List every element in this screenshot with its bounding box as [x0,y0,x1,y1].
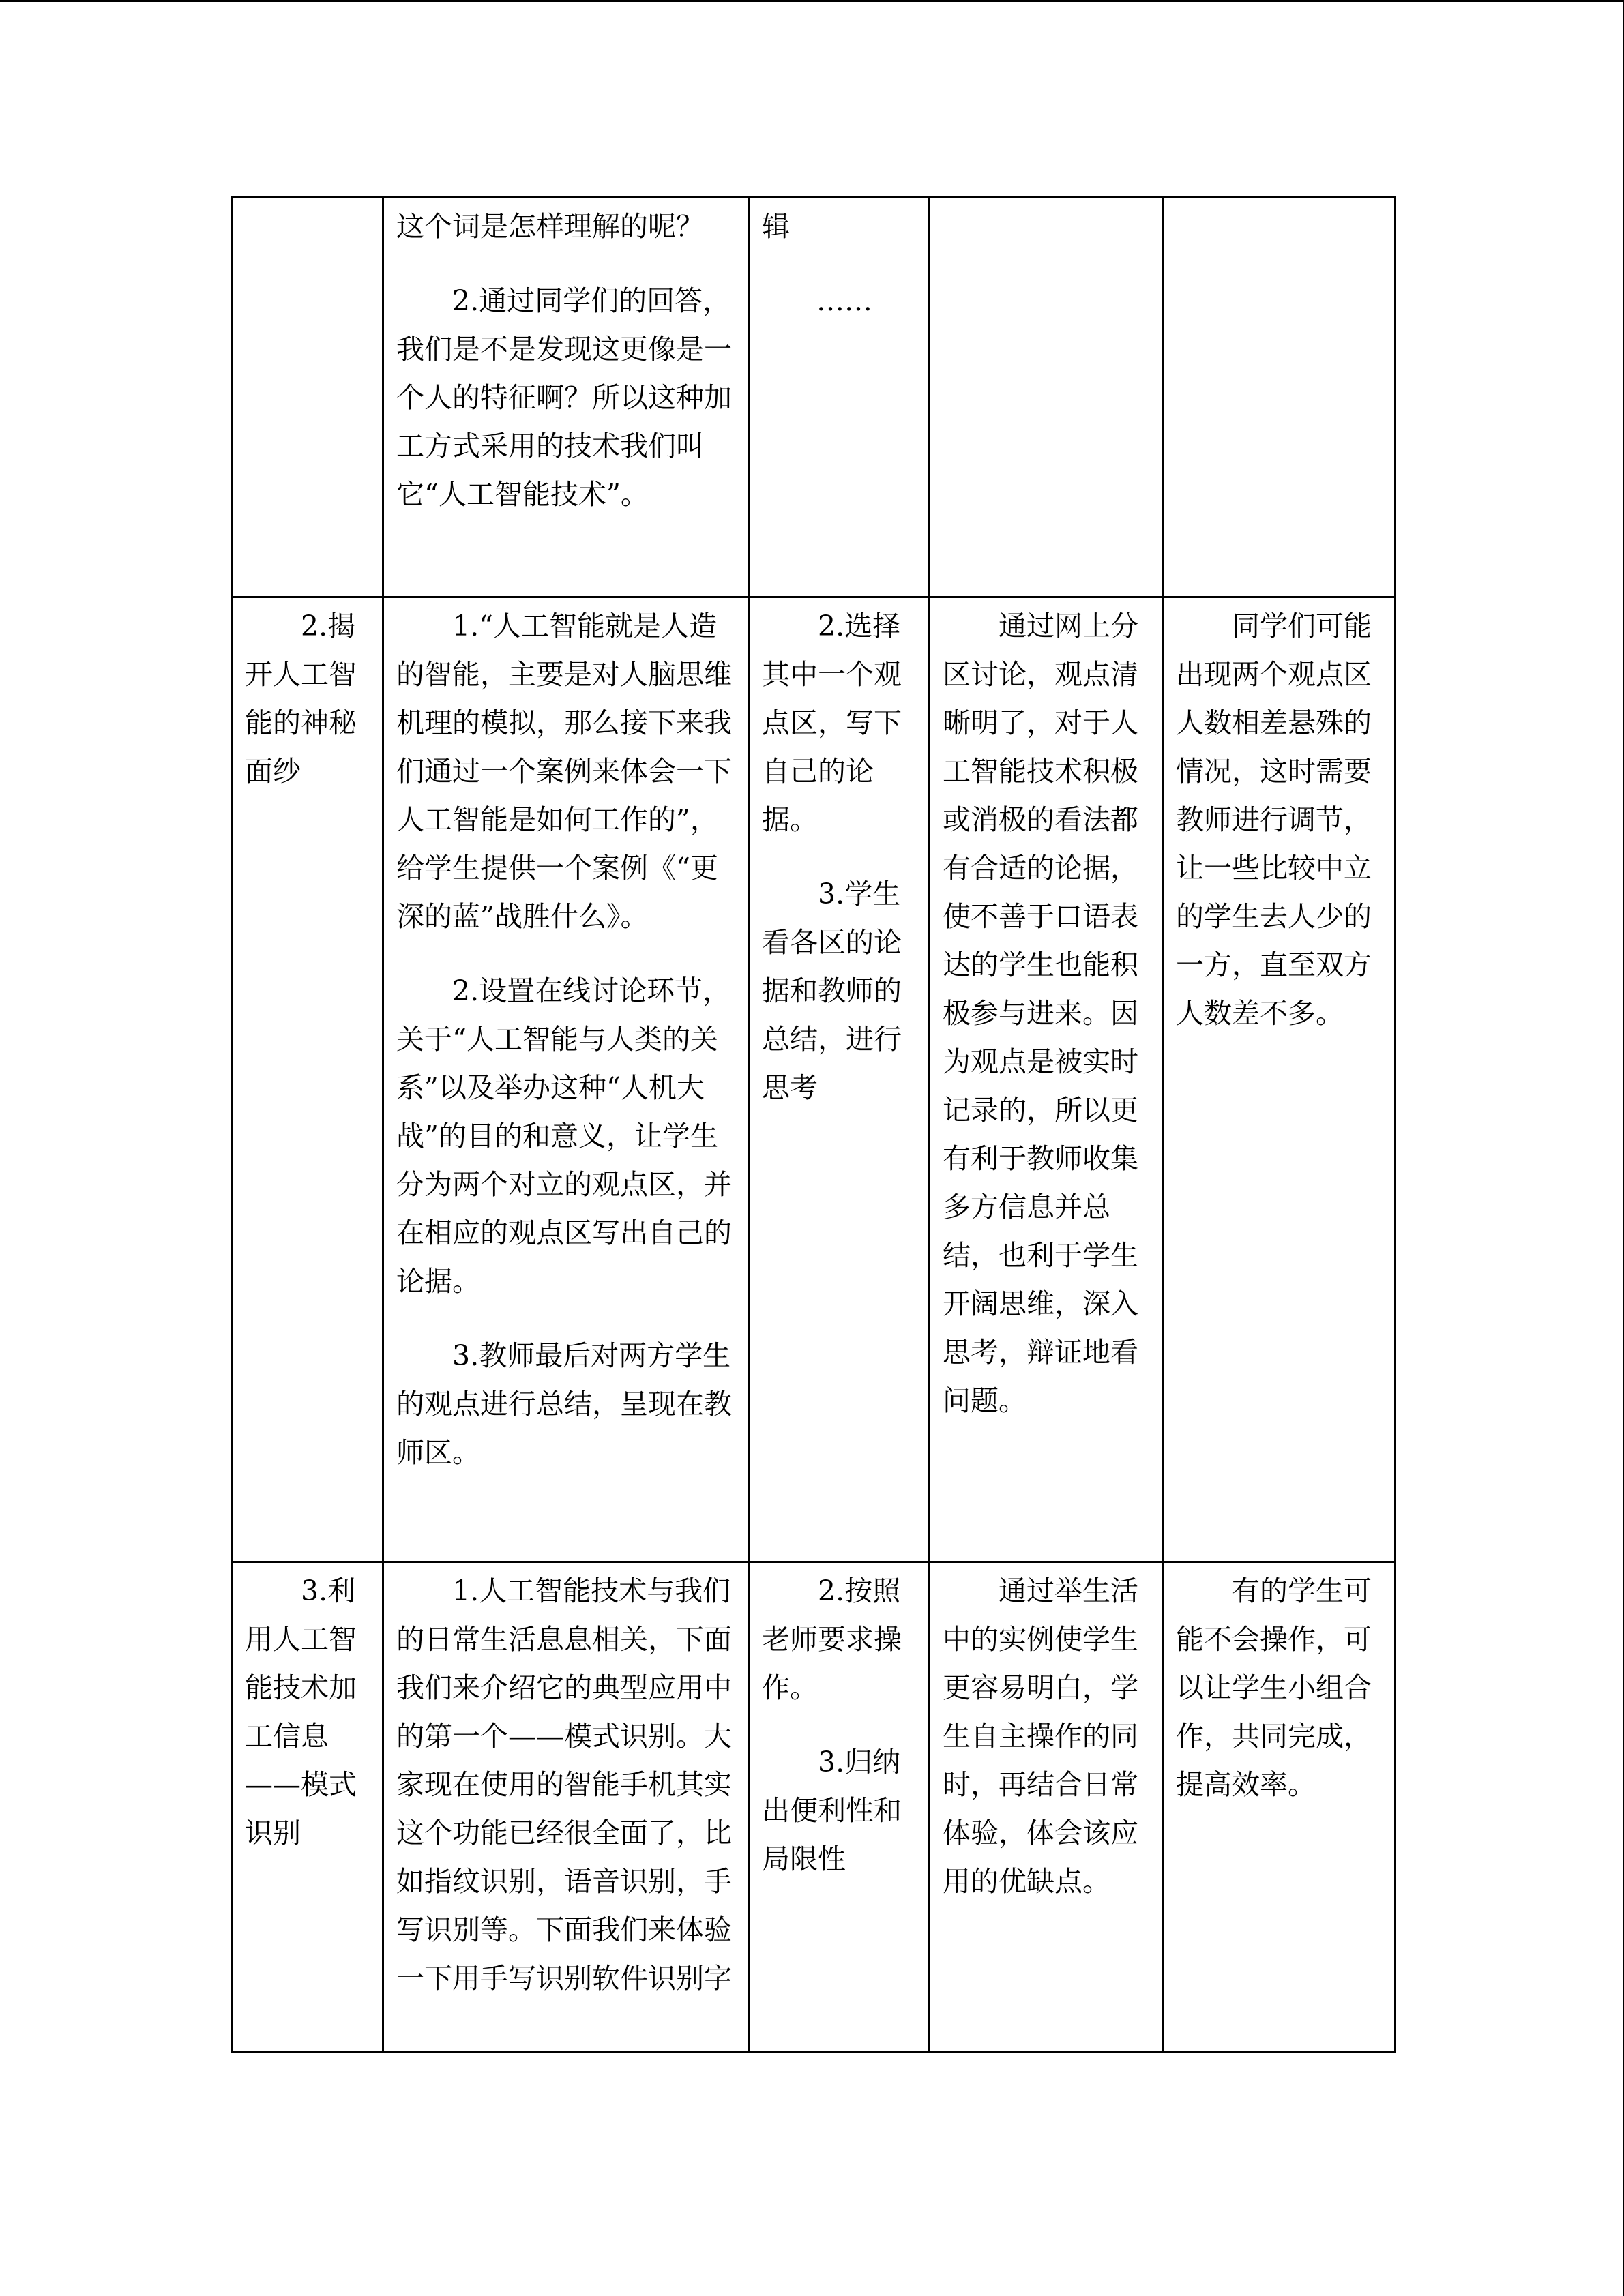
student-paragraph: 2.选择其中一个观点区，写下自己的论据。 [762,610,902,836]
stage-cell [232,597,383,1562]
design-intent-text: 通过举生活中的实例使学生更容易明白，学生自主操作的同时，再结合日常体验，体会该应用的优缺点。 [943,1575,1138,1898]
note-cell [1163,1562,1396,2052]
design-intent-cell [930,597,1163,1562]
teacher-paragraph: 2.设置在线讨论环节，关于“人工智能与人类的关系”以及举办这种“人机大战”的目的和意义，让学生分为两个对立的观点区，并在相应的观点区写出自己的论据。 [396,974,732,1298]
student-activity-cell [749,1562,930,2052]
table-row [232,198,1396,597]
note-cell [1163,198,1396,597]
teacher-paragraph: 1.人工智能技术与我们的日常生活息息相关，下面我们来介绍它的典型应用中的第一个——模式识别。大家现在使用的智能手机其实这个功能已经很全面了，比如指纹识别，语音识别，手写识别等。下面我们来体验一下用手写识别软件识别字 [396,1575,732,1995]
student-activity-cell [749,198,930,597]
student-paragraph: 辑 [762,210,790,243]
design-intent-cell [930,1562,1163,2052]
note-cell [1163,597,1396,1562]
student-activity-cell [749,597,930,1562]
teacher-activity-cell [383,597,749,1562]
design-intent-text: 通过网上分区讨论，观点清晰明了，对于人工智能技术积极或消极的看法都有合适的论据，使不善于口语表达的学生也能积极参与进来。因为观点是被实时记录的，所以更有利于教师收集多方信息并总结，也利于学生开阔思维，深入思考，辩证地看问题。 [943,610,1138,1417]
teacher-paragraph: 2.通过同学们的回答，我们是不是发现这更像是一个人的特征啊？所以这种加工方式采用的技术我们叫它“人工智能技术”。 [396,284,732,511]
student-paragraph: 3.归纳出便利性和局限性 [762,1746,902,1875]
note-text: 同学们可能出现两个观点区人数相差悬殊的情况，这时需要教师进行调节，让一些比较中立的学生去人少的一方，直至双方人数差不多。 [1176,610,1372,1030]
student-paragraph: 2.按照老师要求操作。 [762,1575,902,1704]
stage-text: 3.利用人工智能技术加工信息——模式识别 [245,1575,357,1849]
stage-text: 2.揭开人工智能的神秘面纱 [245,610,357,788]
teacher-activity-cell [383,1562,749,2052]
teacher-paragraph: 这个词是怎样理解的呢？ [396,210,704,243]
table-row [232,1562,1396,2052]
table-row [232,597,1396,1562]
note-text: 有的学生可能不会操作，可以让学生小组合作，共同完成，提高效率。 [1176,1575,1372,1801]
teacher-activity-cell [383,198,749,597]
student-paragraph: …… [816,284,872,317]
teacher-paragraph: 3.教师最后对两方学生的观点进行总结，呈现在教师区。 [396,1339,732,1469]
page-top-border [0,0,1624,2]
design-intent-cell [930,198,1163,597]
stage-cell [232,198,383,597]
teacher-paragraph: 1.“人工智能就是人造的智能，主要是对人脑思维机理的模拟，那么接下来我们通过一个案例来体会一下人工智能是如何工作的”，给学生提供一个案例《“更深的蓝”战胜什么》。 [396,610,732,933]
student-paragraph: 3.学生看各区的论据和教师的总结，进行思考 [762,878,902,1104]
stage-cell [232,1562,383,2052]
lesson-plan-table [231,196,1396,2053]
